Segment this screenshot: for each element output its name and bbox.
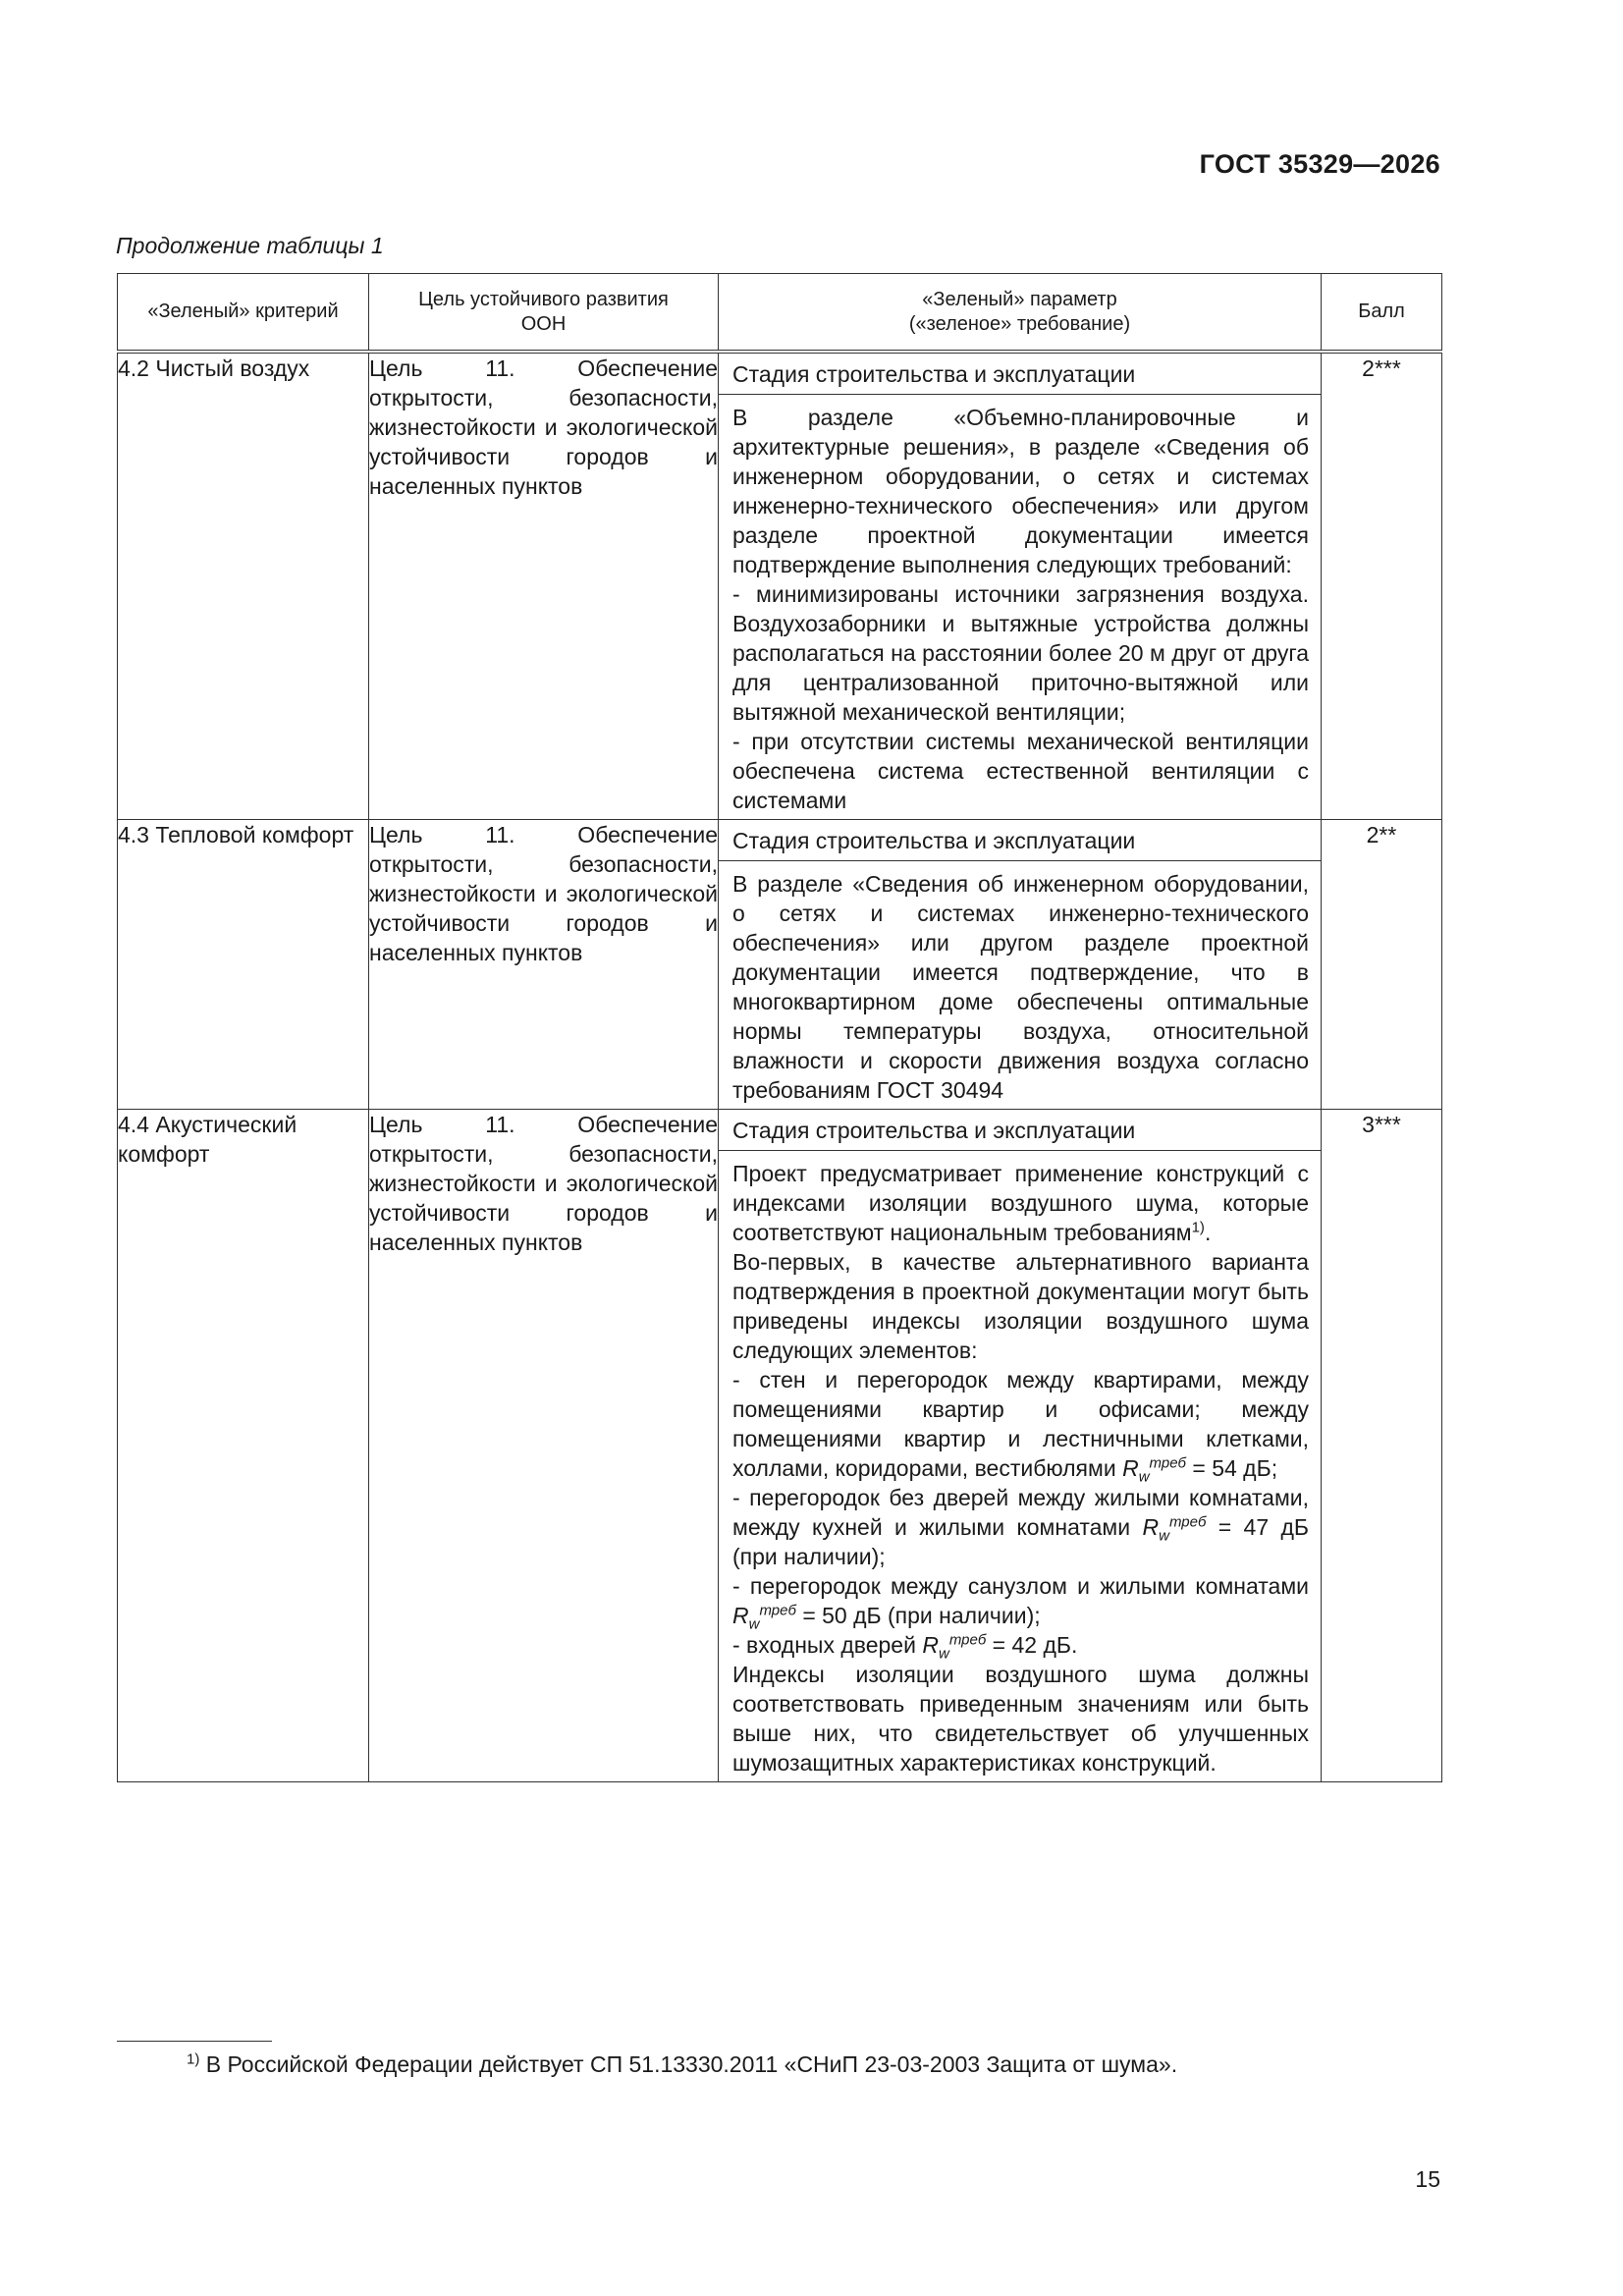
table-caption: Продолжение таблицы 1 xyxy=(116,233,384,258)
parameter-cell xyxy=(719,820,1322,1110)
header-criterion: «Зеленый» критерий xyxy=(118,274,369,353)
parameter-cell xyxy=(719,352,1322,820)
score-cell: 2*** xyxy=(1322,352,1442,820)
stage-label: Стадия строительства и эксплуатации xyxy=(719,354,1321,395)
header-parameter: «Зеленый» параметр («зеленое» требование) xyxy=(719,274,1322,353)
table-row xyxy=(118,820,1442,1110)
score-cell: 2** xyxy=(1322,820,1442,1110)
table-header-row xyxy=(118,274,1442,353)
criterion-cell: 4.2 Чистый воздух xyxy=(118,352,369,820)
footnote-ref: 1) xyxy=(1191,1219,1205,1236)
requirement-text: В разделе «Объемно-планировочные и архитектурные решения», в разделе «Сведения об инженерном оборудовании, о сетях и системах инженерно-технического обеспечения» или другом разделе проектной документации имеется подтверждение выполнения следующих требований: - минимизированы источники загрязнения воздуха. Воздухозаборники и вытяжные устройства должны располагаться на расстоянии более 20 м друг от друга для централизованной приточно-вытяжной или вытяжной механической вентиляции; - при отсутствии системы механической вентиляции обеспечена система естественной вентиляции с системами xyxy=(732,405,1309,813)
criterion-cell: 4.3 Тепловой комфорт xyxy=(118,820,369,1110)
rw-symbol: $R_w^{треб}$ xyxy=(732,1602,796,1633)
goal-cell: Цель 11. Обеспечение открытости, безопасности, жизнестойкости и экологической устойчивости городов и населенных пунктов xyxy=(369,352,719,820)
header-score: Балл xyxy=(1322,274,1442,353)
requirement-text: В разделе «Сведения об инженерном оборудовании, о сетях и системах инженерно-технического обеспечения» или другом разделе проектной документации имеется подтверждение, что в многоквартирном доме обеспечены оптимальные нормы температуры воздуха, относительной влажности и скорости движения воздуха согласно требованиям ГОСТ 30494 xyxy=(732,871,1309,1103)
green-criteria-table xyxy=(117,273,1442,1782)
document-code: ГОСТ 35329—2026 xyxy=(1199,149,1440,179)
score-cell: 3*** xyxy=(1322,1110,1442,1782)
parameter-cell xyxy=(719,1110,1322,1782)
requirement-text: Проект предусматривает применение конструкций с индексами изоляции воздушного шума, которые соответствуют национальным требованиям$^{1)}$. Во-первых, в качестве альтернативного варианта подтверждения в проектной документации могут быть приведены индексы изоляции воздушного шума следующих элементов: - стен и перегородок между квартирами, между помещениями квартир и офисами; между помещениями квартир и лестничными клетками, холлами, коридорами, вестибюлями $R_w^{треб} = 54$ дБ; - перегородок без дверей между жилыми комнатами, между кухней и жилыми комнатами $R_w^{треб} = 47$ дБ (при наличии); - перегородок между санузлом и жилыми комнатами $R_w^{треб} = 50$ дБ (при наличии); - входных дверей $R_w^{треб} = 42$ дБ. Индексы изоляции воздушного шума должны соответствовать приведенным значениям или быть выше них, что свидетельствует об улучшенных шумозащитных характеристиках конструкций. xyxy=(732,1161,1310,1776)
table-row xyxy=(118,352,1442,820)
goal-cell: Цель 11. Обеспечение открытости, безопасности, жизнестойкости и экологической устойчивости городов и населенных пунктов xyxy=(369,1110,719,1782)
table-row xyxy=(118,1110,1442,1782)
rw-symbol: $R_w^{треб}$ xyxy=(1142,1513,1207,1545)
stage-label: Стадия строительства и эксплуатации xyxy=(719,1110,1321,1151)
footnote-marker: 1) xyxy=(187,2050,200,2068)
stage-label: Стадия строительства и эксплуатации xyxy=(719,820,1321,861)
footnote: $^{1)}$ В Российской Федерации действует СП 51.13330.2011 «СНиП 23-03-2003 Защита от шума». xyxy=(187,2050,1178,2077)
goal-cell: Цель 11. Обеспечение открытости, безопасности, жизнестойкости и экологической устойчивости городов и населенных пунктов xyxy=(369,820,719,1110)
page-number: 15 xyxy=(1415,2166,1440,2192)
rw-symbol: $R_w^{треб}$ xyxy=(922,1631,987,1663)
criterion-cell: 4.4 Акустический комфорт xyxy=(118,1110,369,1782)
header-goal: Цель устойчивого развития ООН xyxy=(369,274,719,353)
rw-symbol: $R_w^{треб}$ xyxy=(1122,1454,1186,1486)
footnote-divider xyxy=(117,2041,272,2042)
